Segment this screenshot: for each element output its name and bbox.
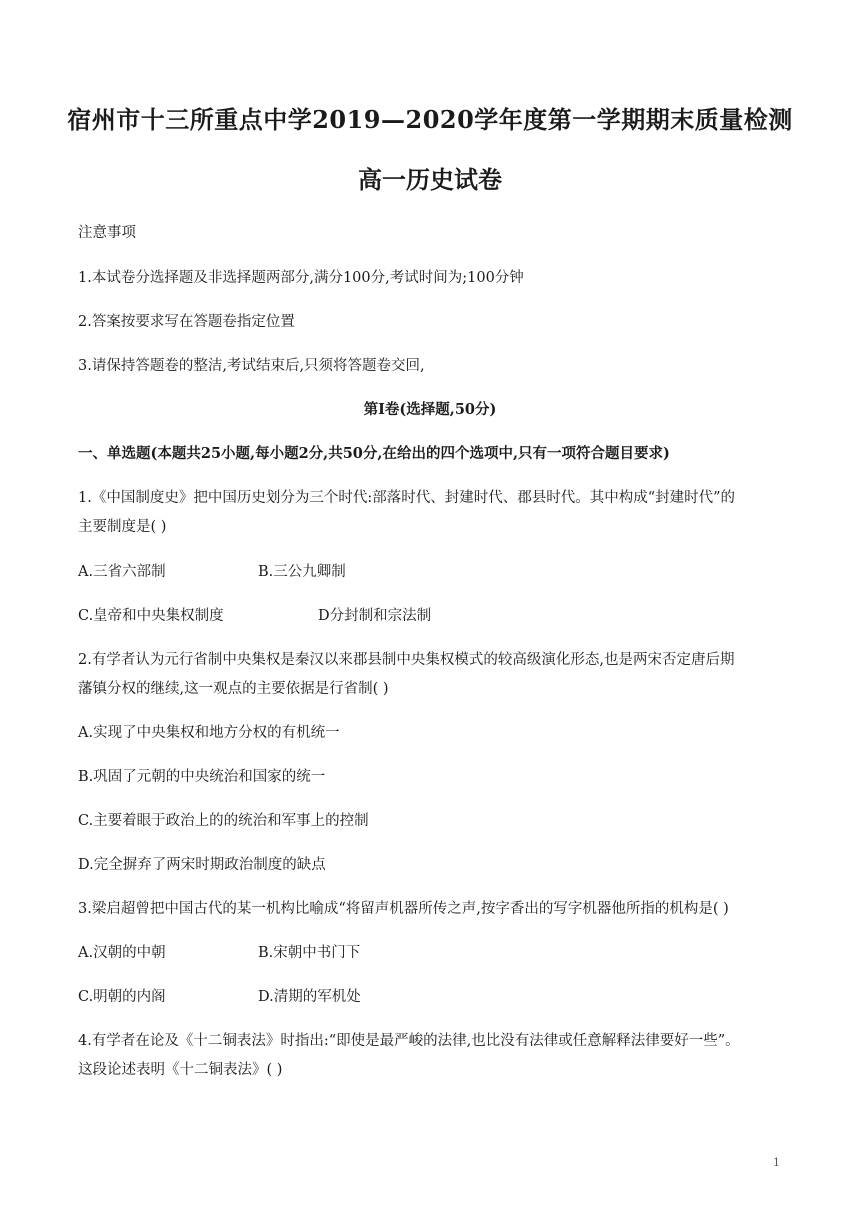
notes-heading: 注意事项 <box>78 225 136 241</box>
note-item: 1.本试卷分选择题及非选择题两部分,满分100分,考试时间为;100分钟 <box>78 270 524 286</box>
question-2-option-a: A.实现了中央集权和地方分权的有机统一 <box>78 725 340 741</box>
document-subtitle: 高一历史试卷 <box>358 165 502 194</box>
question-3-stem-line: 3.梁启超曾把中国古代的某一机构比喻成“将留声机器所传之声,按字香出的写字机器他所指的机构是( ) <box>78 901 729 917</box>
part-heading: 一、单选题(本题共25小题,每小题2分,共50分,在给出的四个选项中,只有一项符合题目要求) <box>78 445 670 462</box>
question-3-option-c: C.明朝的内阁 <box>78 989 166 1005</box>
question-1-option-c: C.皇帝和中央集权制度 <box>78 608 224 624</box>
question-4-stem-line: 这段论述表明《十二铜表法》( ) <box>78 1062 283 1078</box>
question-2-option-d: D.完全摒弃了两宋时期政治制度的缺点 <box>78 857 326 873</box>
question-1-stem-line: 主要制度是( ) <box>78 519 167 535</box>
question-2-option-b: B.巩固了元朝的中央统治和国家的统一 <box>78 769 326 785</box>
question-2-option-c: C.主要着眼于政治上的的统治和军事上的控制 <box>78 813 369 829</box>
section-title: 第I卷(选择题,50分) <box>363 401 497 418</box>
note-item: 3.请保持答题卷的整洁,考试结束后,只须将答题卷交回, <box>78 358 425 374</box>
question-3-option-b: B.宋朝中书门下 <box>258 945 361 961</box>
question-4-stem-line: 4.有学者在论及《十二铜表法》时指出:“即使是最严峻的法律,也比没有法律或任意解释法律要好一些”。 <box>78 1033 740 1049</box>
question-1-option-b: B.三公九卿制 <box>258 564 346 580</box>
note-item: 2.答案按要求写在答题卷指定位置 <box>78 314 295 330</box>
question-1-option-d: D分封制和宗法制 <box>318 608 432 624</box>
question-2-stem-line: 2.有学者认为元行省制中央集权是秦汉以来郡县制中央集权模式的较高级演化形态,也是两宋否定唐后期 <box>78 652 735 668</box>
page-number: 1 <box>773 1156 780 1169</box>
document-title: 宿州市十三所重点中学2019—2020学年度第一学期期末质量检测 <box>67 105 793 134</box>
question-1-stem-line: 1.《中国制度史》把中国历史划分为三个时代:部落时代、封建时代、郡县时代。其中构成“封建时代”的 <box>78 490 736 506</box>
question-2-stem-line: 藩镇分权的继续,这一观点的主要依据是行省制( ) <box>78 681 389 697</box>
question-3-option-d: D.清期的军机处 <box>258 989 361 1005</box>
question-1-option-a: A.三省六部制 <box>78 564 166 580</box>
question-3-option-a: A.汉朝的中朝 <box>78 945 166 961</box>
